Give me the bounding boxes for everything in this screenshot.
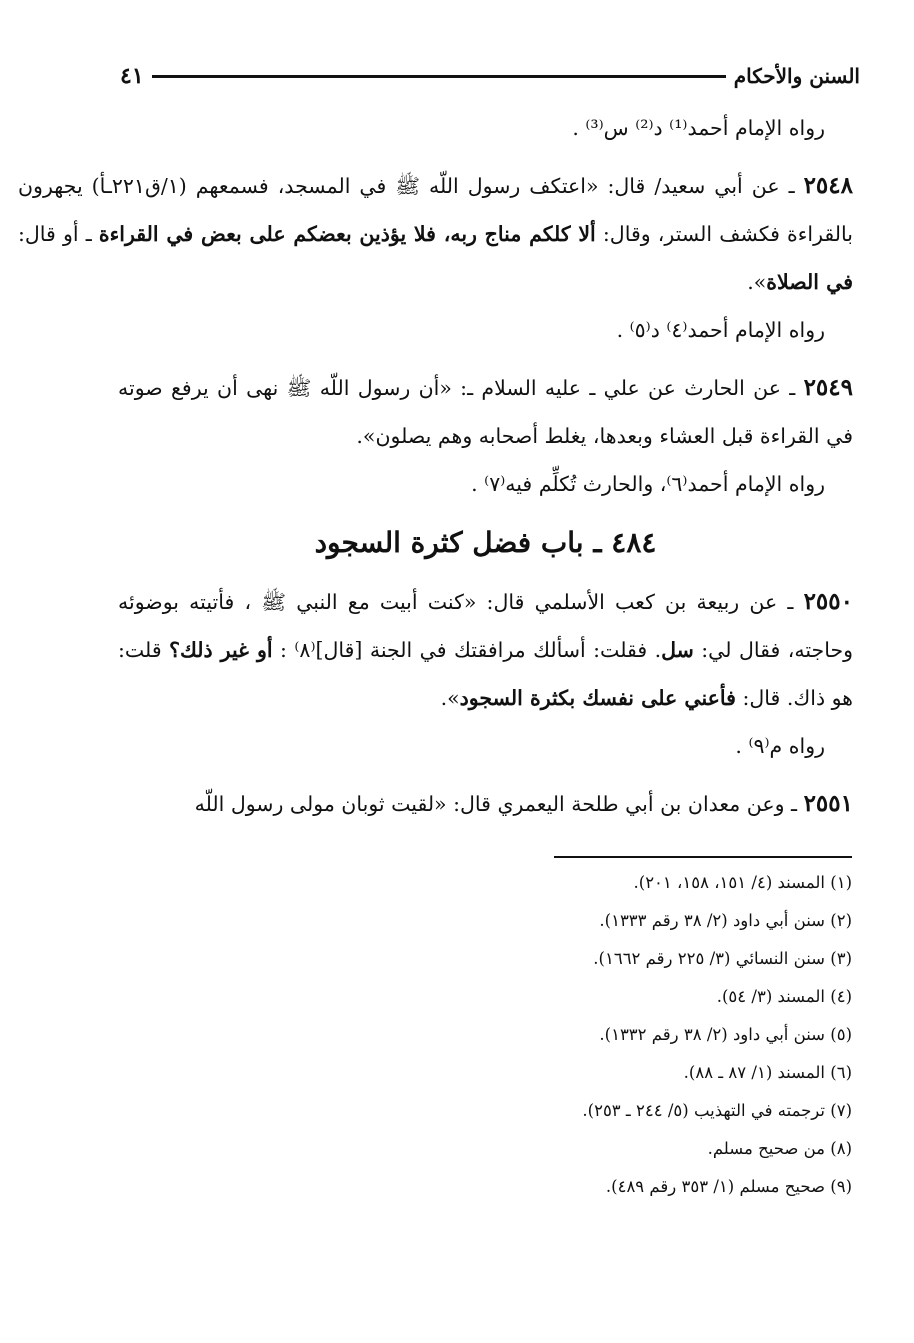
hadith-bold-text: في الصلاة [766, 270, 853, 294]
hadith-number: ٢٥٥٠ [803, 588, 853, 615]
hadith-bold-text: فأعني على نفسك بكثرة السجود [459, 686, 736, 710]
hadith-text: ـ وعن معدان بن أبي طلحة اليعمري قال: «لقيت ثوبان مولى رسول اللّه [194, 792, 804, 816]
hadith-2551 [118, 780, 853, 828]
hadith-text: ـ عن أبي سعيد/ قال: «اعتكف رسول اللّه ﷺ في المسجد، فسمعهم (١/ق٢٢١ـأ) يجهرون بالقراءة فكشف الستر، وقال: [18, 174, 853, 246]
hadith-text: ـ عن الحارث عن علي ـ عليه السلام ـ: «أن رسول اللّه ﷺ نهى أن يرفع صوته في القراءة قبل العشاء وبعدها، يغلط أصحابه وهم يصلون». [118, 376, 853, 448]
hadith-text: قلت: هو ذاك. قال: [118, 638, 853, 710]
hadith-text: ـ أو قال: [18, 222, 99, 246]
footnote-item: (٧) ترجمته في التهذيب (٥/ ٢٤٤ ـ ٢٥٣). [582, 1101, 852, 1120]
hadith-number: ٢٥٤٩ [803, 374, 853, 401]
chapter-heading: ٤٨٤ ـ باب فضل كثرة السجود [314, 526, 657, 559]
footnotes [300, 864, 852, 1206]
hadith-bold-text: سل [661, 638, 694, 662]
hadith-2548 [18, 162, 853, 306]
hadith-bold-text: أو غير ذلك؟ [169, 638, 273, 662]
rawah-2549: رواه الإمام أحمد⁽٦⁾، والحارث تُكلِّم فيه⁽٧⁾ . [471, 472, 825, 496]
footnote-item: (٣) سنن النسائي (٣/ ٢٢٥ رقم ١٦٦٢). [593, 949, 852, 968]
footnote-item: (٤) المسند (٣/ ٥٤). [716, 987, 852, 1006]
rawah-2548: رواه الإمام أحمد⁽٤⁾ د⁽٥⁾ . [616, 318, 825, 342]
page-number: ٤١ [120, 63, 144, 89]
footnote-item: (٦) المسند (١/ ٨٧ ـ ٨٨). [683, 1063, 852, 1082]
footnote-item: (٢) سنن أبي داود (٢/ ٣٨ رقم ١٣٣٣). [599, 911, 852, 930]
footnote-item: (٨) من صحيح مسلم. [707, 1139, 852, 1158]
footnote-item: (٥) سنن أبي داود (٢/ ٣٨ رقم ١٣٣٢). [599, 1025, 852, 1044]
rawah-2550: رواه م⁽٩⁾ . [735, 734, 825, 758]
hadith-text: ». [747, 270, 767, 294]
footnote-item: (٩) صحيح مسلم (١/ ٣٥٣ رقم ٤٨٩). [605, 1177, 852, 1196]
hadith-2550 [118, 578, 853, 722]
hadith-bold-text: ألا كلكم مناج ربه، فلا يؤذين بعضكم على بعض في القراءة [98, 222, 596, 246]
intro-rawah: رواه الإمام أحمد⁽¹⁾ د⁽²⁾ س⁽³⁾ . [572, 116, 825, 140]
footnote-separator [554, 856, 852, 858]
hadith-text: . فقلت: أسألك مرافقتك في الجنة [قال]⁽٨⁾ : [272, 638, 662, 662]
running-title: السنن والأحكام [733, 64, 860, 88]
hadith-number: ٢٥٤٨ [803, 172, 853, 199]
main-text [18, 104, 854, 828]
running-header [120, 56, 860, 96]
header-rule [152, 75, 726, 78]
hadith-text: ـ عن ربيعة بن كعب الأسلمي قال: «كنت أبيت مع النبي ﷺ ، فأتيته بوضوئه وحاجته، فقال لي: [118, 590, 854, 662]
footnote-item: (١) المسند (٤/ ١٥١، ١٥٨، ٢٠١). [633, 873, 852, 892]
hadith-number: ٢٥٥١ [803, 790, 853, 817]
hadith-text: ». [440, 686, 460, 710]
hadith-2549 [118, 364, 853, 460]
